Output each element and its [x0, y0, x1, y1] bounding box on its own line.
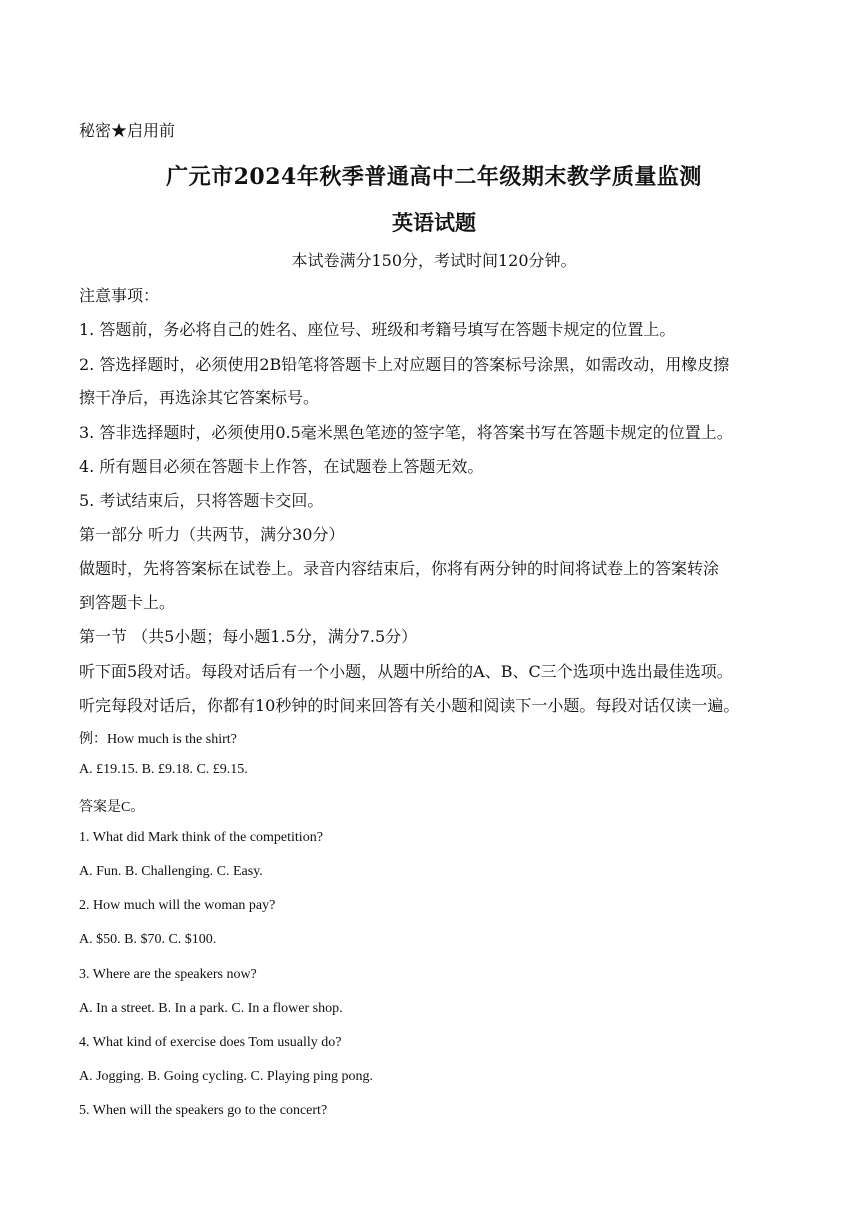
question-text: 3. Where are the speakers now?: [79, 967, 257, 982]
note-item: 2. 答选择题时，必须使用2B铅笔将答题卡上对应题目的答案标号涂黑，如需改动，用橡皮擦: [79, 355, 730, 374]
exam-title: 广元市2024年秋季普通高中二年级期末教学质量监测: [166, 164, 702, 190]
exam-info: 本试卷满分150分，考试时间120分钟。: [291, 251, 577, 270]
example-answer: 答案是C。: [79, 800, 145, 815]
note-item: 擦干净后，再选涂其它答案标号。: [79, 388, 320, 407]
question-text: 1. What did Mark think of the competition?: [79, 830, 323, 845]
example-options: A. £19.15. B. £9.18. C. £9.15.: [79, 762, 248, 777]
notes-heading: 注意事项：: [79, 286, 160, 305]
section1-instruction: 听下面5段对话。每段对话后有一个小题，从题中所给的A、B、C三个选项中选出最佳选项。: [79, 662, 733, 681]
note-item: 5. 考试结束后，只将答题卡交回。: [79, 491, 324, 510]
part1-heading: 第一部分 听力（共两节，满分30分）: [79, 525, 345, 544]
example-question: 例：How much is the shirt?: [79, 732, 237, 747]
section1-heading: 第一节 （共5小题；每小题1.5分，满分7.5分）: [79, 627, 418, 646]
note-item: 4. 所有题目必须在答题卡上作答，在试题卷上答题无效。: [79, 457, 484, 476]
exam-subject: 英语试题: [392, 210, 476, 235]
section1-instruction: 听完每段对话后，你都有10秒钟的时间来回答有关小题和阅读下一小题。每段对话仅读一遍。: [79, 696, 740, 715]
question-options: A. Fun. B. Challenging. C. Easy.: [79, 864, 263, 879]
note-item: 1. 答题前，务必将自己的姓名、座位号、班级和考籍号填写在答题卡规定的位置上。: [79, 320, 676, 339]
question-options: A. In a street. B. In a park. C. In a flower shop.: [79, 1001, 343, 1016]
question-text: 5. When will the speakers go to the concert?: [79, 1103, 328, 1118]
confidential-label: 秘密★启用前: [79, 121, 176, 140]
question-text: 4. What kind of exercise does Tom usually do?: [79, 1035, 342, 1050]
part1-instruction: 到答题卡上。: [79, 593, 176, 612]
question-text: 2. How much will the woman pay?: [79, 898, 276, 913]
question-options: A. Jogging. B. Going cycling. C. Playing ping pong.: [79, 1069, 373, 1084]
note-item: 3. 答非选择题时，必须使用0.5毫米黑色笔迹的签字笔，将答案书写在答题卡规定的位置上。: [79, 423, 733, 442]
part1-instruction: 做题时，先将答案标在试卷上。录音内容结束后，你将有两分钟的时间将试卷上的答案转涂: [79, 559, 720, 578]
question-options: A. $50. B. $70. C. $100.: [79, 932, 217, 947]
